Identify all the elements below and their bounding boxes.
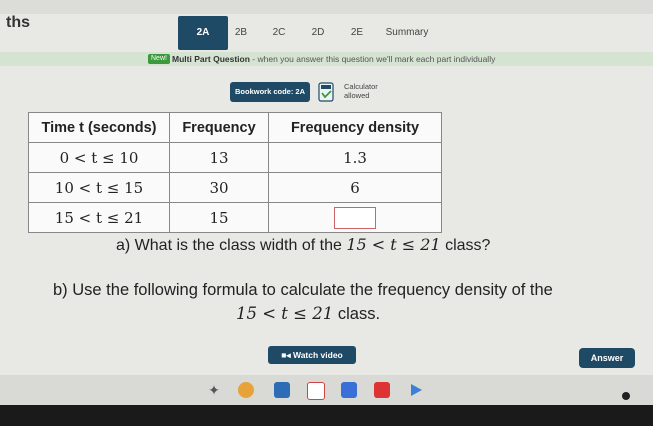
header-frequency: Frequency	[170, 113, 269, 143]
files-icon[interactable]	[274, 382, 290, 398]
top-strip	[0, 0, 653, 14]
question-a-suffix: class?	[440, 237, 491, 254]
calculator-icon	[318, 82, 334, 102]
banner-text	[172, 52, 495, 66]
time-cell: 15 < t ≤ 21	[29, 203, 170, 233]
time-cell: 0 < t ≤ 10	[29, 143, 170, 173]
banner-description: - when you answer this question we'll mark each part individually	[249, 54, 496, 64]
banner-title: Multi Part Question	[172, 54, 250, 64]
calculator-allowed-text	[344, 82, 378, 100]
density-answer-cell	[269, 203, 442, 233]
taskbar	[0, 375, 653, 405]
tab-2c[interactable]: 2C	[272, 27, 286, 38]
gmail-icon[interactable]	[307, 382, 325, 400]
frequency-cell: 30	[170, 173, 269, 203]
tab-2e[interactable]: 2E	[350, 27, 364, 38]
calculator-label: Calculator	[344, 82, 378, 91]
launcher-icon[interactable]: ✦	[208, 382, 220, 398]
bookwork-code-badge: Bookwork code: 2A	[230, 82, 310, 102]
question-a-prefix: a) What is the class width of the	[116, 237, 347, 254]
question-b-line1: b) Use the following formula to calculate the frequency density of the	[53, 281, 553, 299]
question-b-math: 15 < t ≤ 21	[236, 304, 334, 323]
tab-2b[interactable]: 2B	[234, 27, 248, 38]
table-row	[29, 203, 442, 233]
play-store-icon[interactable]	[408, 382, 424, 398]
youtube-icon[interactable]	[374, 382, 390, 398]
video-icon: ■◂	[281, 350, 293, 360]
density-cell: 1.3	[269, 143, 442, 173]
frequency-cell: 13	[170, 143, 269, 173]
tab-bar	[178, 16, 478, 50]
question-a	[116, 235, 490, 255]
allowed-label: allowed	[344, 91, 370, 100]
table-row	[29, 173, 442, 203]
bottom-bezel	[0, 405, 653, 426]
docs-icon[interactable]	[341, 382, 357, 398]
multi-part-banner	[0, 52, 653, 66]
status-dot-icon[interactable]	[622, 392, 630, 400]
question-b-line2	[236, 304, 380, 324]
density-cell: 6	[269, 173, 442, 203]
frequency-table	[28, 112, 442, 233]
tab-2d[interactable]: 2D	[311, 27, 325, 38]
answer-button[interactable]: Answer	[579, 348, 635, 368]
watch-video-label: Watch video	[293, 350, 343, 360]
density-answer-input[interactable]	[334, 207, 376, 229]
header-time: Time t (seconds)	[29, 113, 170, 143]
time-cell: 10 < t ≤ 15	[29, 173, 170, 203]
table-row	[29, 143, 442, 173]
question-a-math: 15 < t ≤ 21	[346, 235, 441, 254]
header-frequency-density: Frequency density	[269, 113, 442, 143]
new-badge: New!	[148, 54, 170, 64]
chrome-icon[interactable]	[238, 382, 254, 398]
site-title: ths	[6, 14, 30, 31]
tab-2a[interactable]: 2A	[178, 16, 228, 50]
tab-summary[interactable]: Summary	[385, 27, 429, 38]
question-b-suffix: class.	[333, 305, 381, 323]
watch-video-button[interactable]	[268, 346, 356, 364]
frequency-cell: 15	[170, 203, 269, 233]
table-header-row	[29, 113, 442, 143]
